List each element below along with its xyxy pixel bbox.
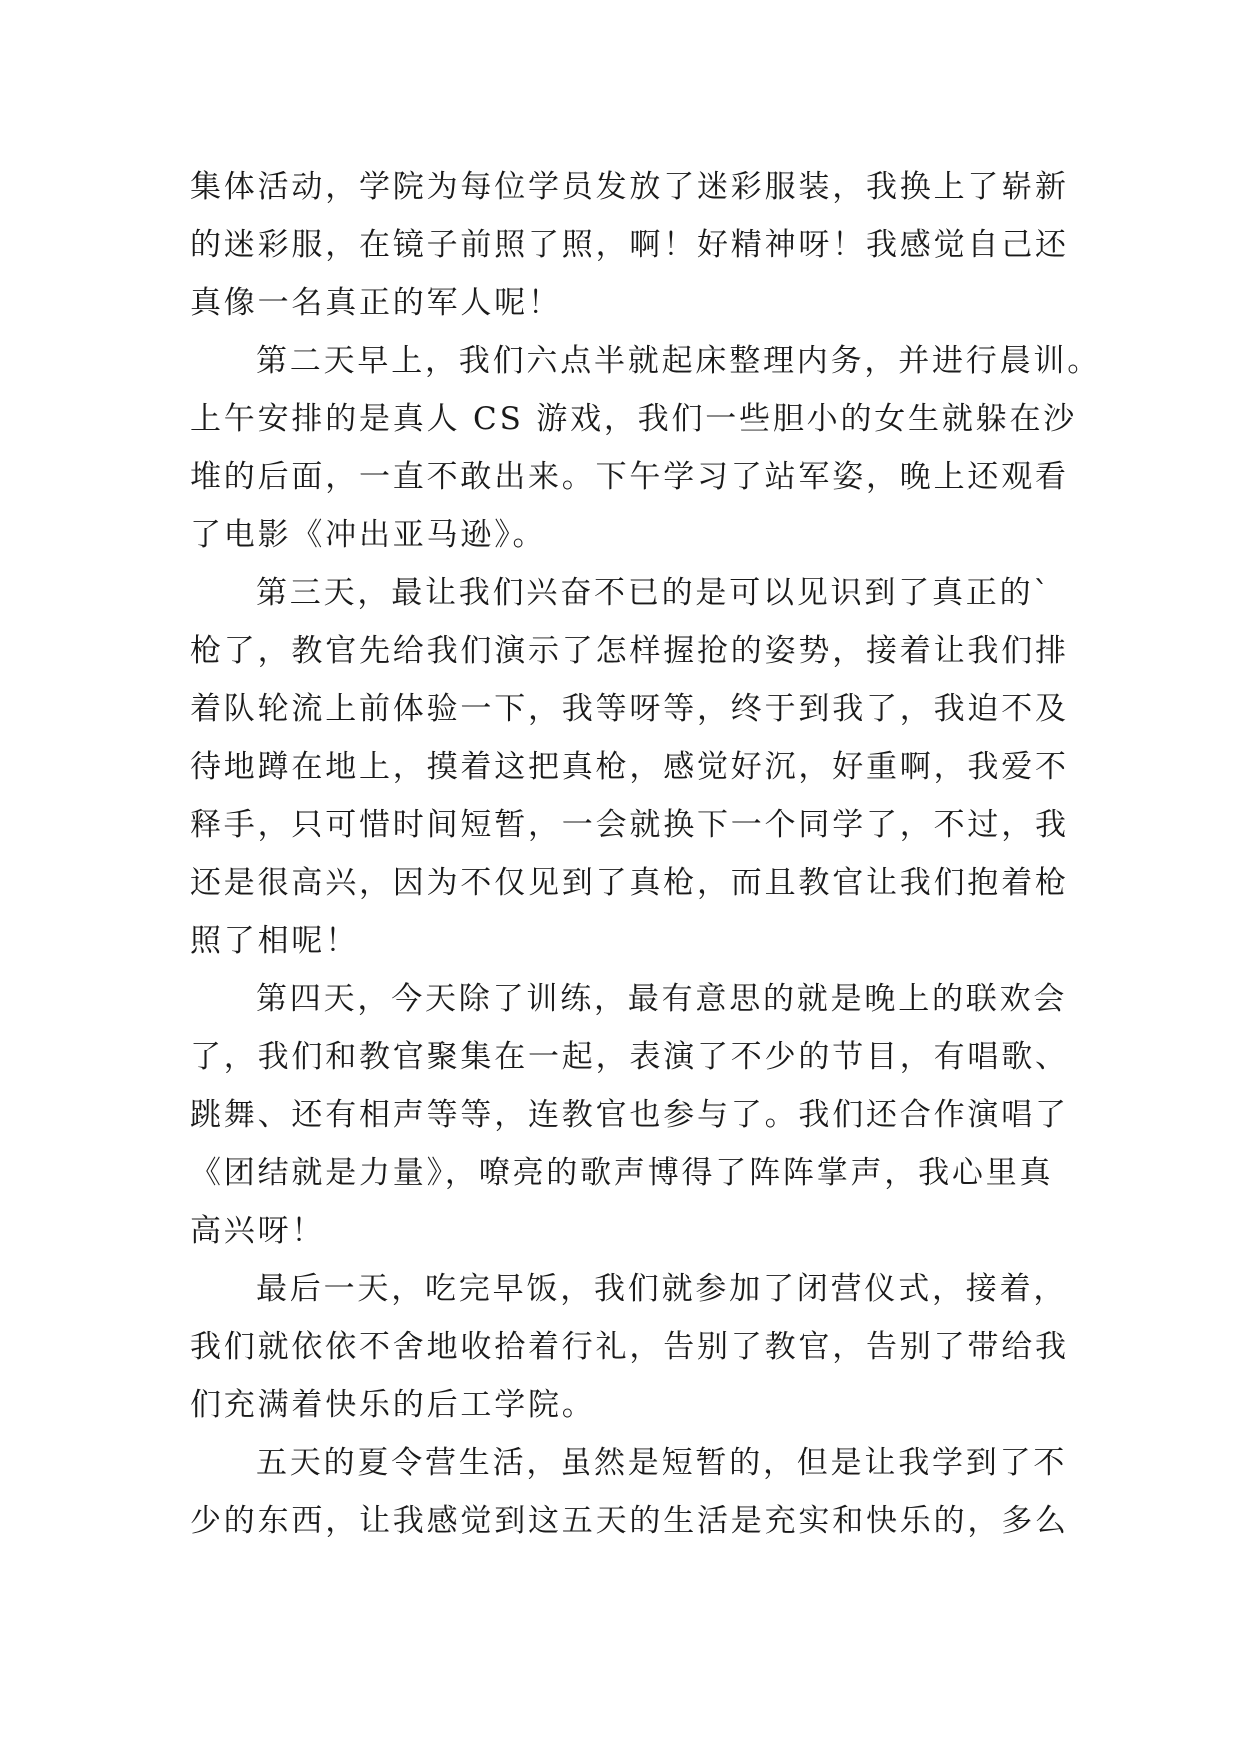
text-line: 还是很高兴，因为不仅见到了真枪，而且教官让我们抱着枪: [190, 865, 1069, 901]
text-line: 堆的后面，一直不敢出来。下午学习了站军姿，晚上还观看: [190, 459, 1069, 495]
paragraph-start-line: 第四天，今天除了训练，最有意思的就是晚上的联欢会: [256, 981, 1068, 1017]
text-line: 我们就依依不舍地收拾着行礼，告别了教官，告别了带给我: [190, 1329, 1069, 1365]
text-line: 释手，只可惜时间短暂，一会就换下一个同学了，不过，我: [190, 807, 1069, 843]
paragraph-start-line: 第二天早上，我们六点半就起床整理内务，并进行晨训。: [256, 343, 1101, 379]
text-line: 《团结就是力量》，嘹亮的歌声博得了阵阵掌声，我心里真: [190, 1155, 1054, 1191]
text-line: 真像一名真正的军人呢！: [190, 285, 562, 321]
text-line: 待地蹲在地上，摸着这把真枪，感觉好沉，好重啊，我爱不: [190, 749, 1069, 785]
text-line: 照了相呢！: [190, 923, 359, 959]
text-line: 了，我们和教官聚集在一起，表演了不少的节目，有唱歌、: [190, 1039, 1069, 1075]
text-line: 上午安排的是真人 CS 游戏，我们一些胆小的女生就躲在沙: [190, 401, 1078, 437]
paragraph-start-line: 第三天，最让我们兴奋不已的是可以见识到了真正的`: [256, 575, 1052, 611]
text-line: 少的东西，让我感觉到这五天的生活是充实和快乐的，多么: [190, 1503, 1069, 1539]
text-line: 们充满着快乐的后工学院。: [190, 1387, 596, 1423]
text-line: 的迷彩服，在镜子前照了照，啊！好精神呀！我感觉自己还: [190, 227, 1069, 263]
paragraph-start-line: 最后一天，吃完早饭，我们就参加了闭营仪式，接着，: [256, 1271, 1068, 1307]
text-line: 跳舞、还有相声等等，连教官也参与了。我们还合作演唱了: [190, 1097, 1069, 1133]
text-line: 高兴呀！: [190, 1213, 326, 1249]
paragraph-start-line: 五天的夏令营生活，虽然是短暂的，但是让我学到了不: [256, 1445, 1068, 1481]
document-body: [190, 158, 1101, 1550]
text-line: 枪了，教官先给我们演示了怎样握抢的姿势，接着让我们排: [190, 633, 1069, 669]
text-line: 了电影《冲出亚马逊》。: [190, 517, 547, 553]
text-line: 集体活动，学院为每位学员发放了迷彩服装，我换上了崭新: [190, 169, 1069, 205]
text-line: 着队轮流上前体验一下，我等呀等，终于到我了，我迫不及: [190, 691, 1069, 727]
